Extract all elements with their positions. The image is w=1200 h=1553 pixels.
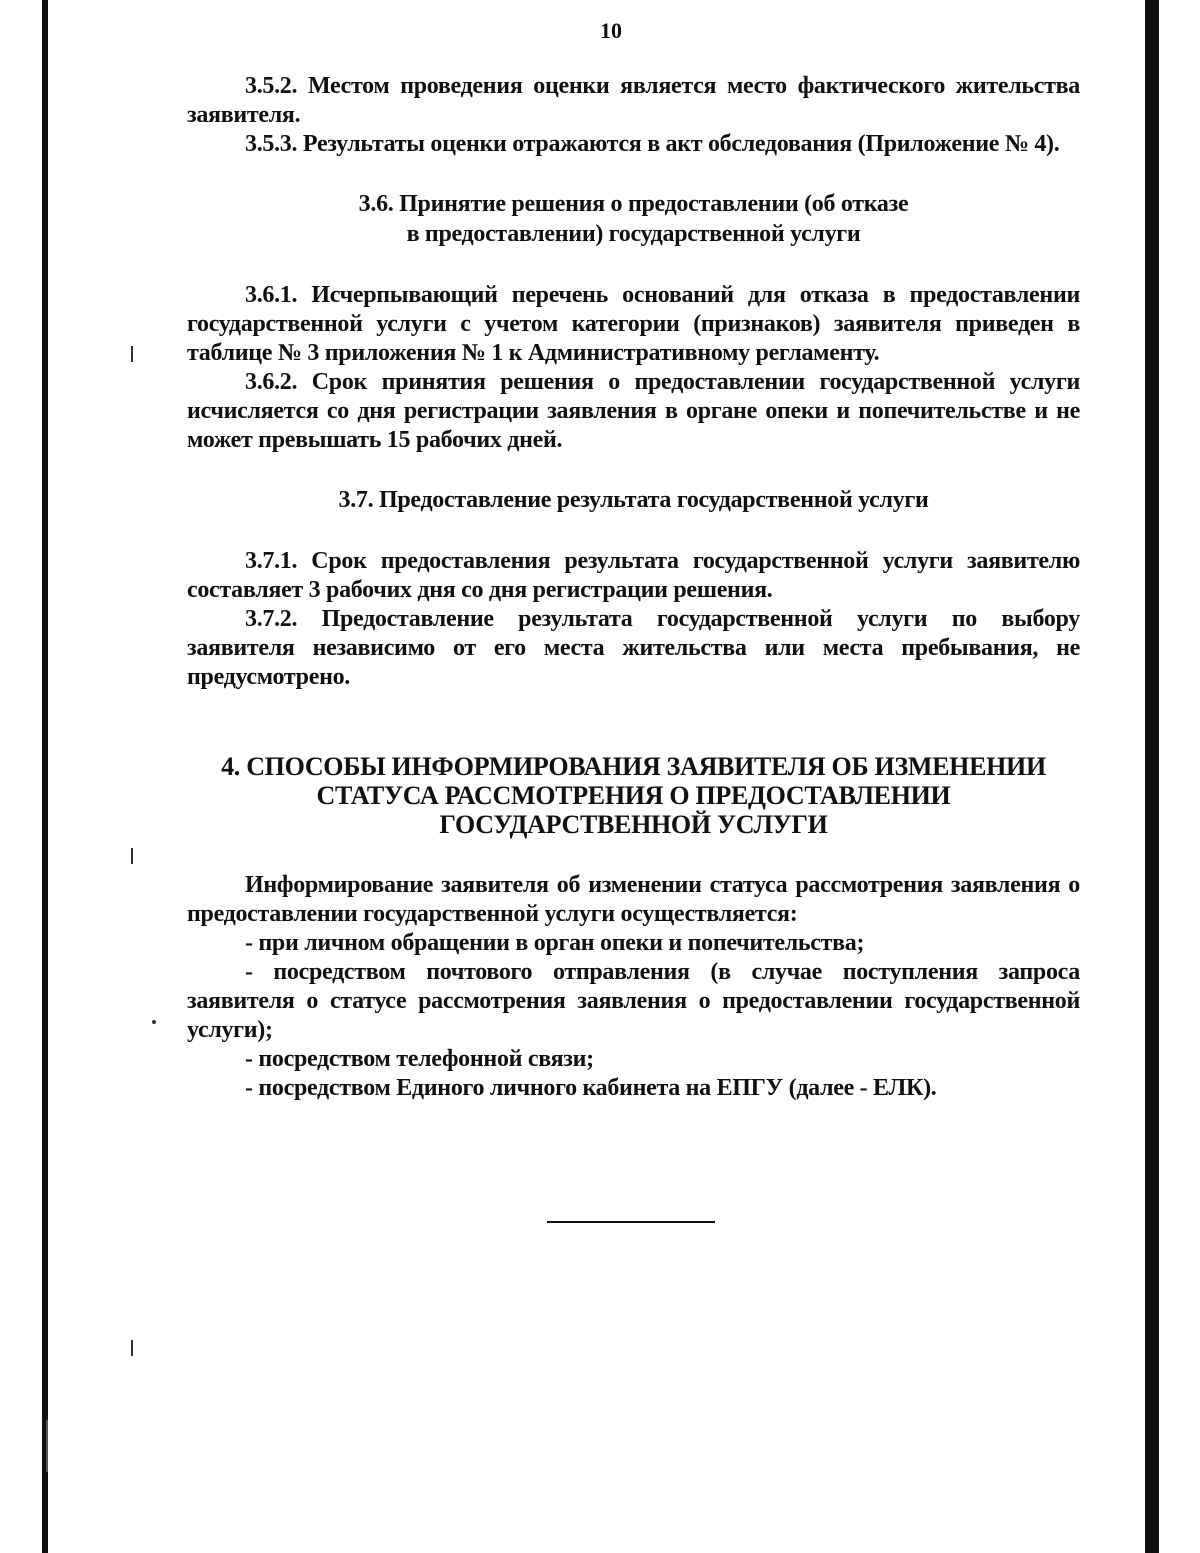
paragraph-3-7-2: 3.7.2. Предоставление результата государственной услуги по выбору заявителя независимо от его места жительства или места пребывания, не предусмотрено. — [187, 606, 1080, 690]
scan-right-border — [1145, 0, 1159, 1553]
section-heading-3-6 — [187, 189, 1080, 249]
margin-dot — [152, 1020, 156, 1024]
margin-mark — [131, 848, 133, 864]
paragraph-3-6-2: 3.6.2. Срок принятия решения о предоставлении государственной услуги исчисляется со дня регистрации заявления в органе опеки и попечительстве и не может превышать 15 рабочих дней. — [187, 369, 1080, 453]
document-body — [187, 72, 1080, 1103]
heading-line: СТАТУСА РАССМОТРЕНИЯ О ПРЕДОСТАВЛЕНИИ — [316, 781, 951, 810]
paragraph-3-7-1: 3.7.1. Срок предоставления результата государственной услуги заявителю составляет 3 рабочих дня со дня регистрации решения. — [187, 548, 1080, 603]
scan-left-border — [42, 0, 48, 1553]
heading-line: 4. СПОСОБЫ ИНФОРМИРОВАНИЯ ЗАЯВИТЕЛЯ ОБ ИЗМЕНЕНИИ — [221, 752, 1046, 781]
heading-line: 3.6. Принятие решения о предоставлении (об отказе — [358, 191, 909, 217]
list-item: - при личном обращении в орган опеки и попечительства; — [245, 930, 865, 956]
heading-line: 3.7. Предоставление результата государственной услуги — [338, 487, 929, 513]
paragraph-4-intro: Информирование заявителя об изменении статуса рассмотрения заявления о предоставлении государственной услуги осуществляется: — [187, 872, 1080, 927]
page-number: 10 — [600, 18, 622, 43]
paragraph-3-5-2: 3.5.2. Местом проведения оценки является место фактического жительства заявителя. — [187, 73, 1080, 128]
paragraph-3-6-1: 3.6.1. Исчерпывающий перечень оснований для отказа в предоставлении государственной услуги с учетом категории (признаков) заявителя приведен в таблице № 3 приложения № 1 к Административному регламенту. — [187, 282, 1080, 366]
list-item: - посредством почтового отправления (в случае поступления запроса заявителя о статусе рассмотрения заявления о предоставлении государственной услуги); — [187, 959, 1080, 1043]
paragraph-3-5-3: 3.5.3. Результаты оценки отражаются в акт обследования (Приложение № 4). — [245, 131, 1060, 157]
heading-line: ГОСУДАРСТВЕННОЙ УСЛУГИ — [439, 810, 828, 839]
section-heading-4 — [187, 752, 1080, 839]
section-heading-3-7 — [187, 485, 1080, 515]
heading-line: в предоставлении) государственной услуги — [406, 221, 861, 247]
margin-mark — [131, 1340, 133, 1356]
scan-left-stub — [46, 1420, 48, 1472]
list-item: - посредством телефонной связи; — [245, 1046, 594, 1072]
list-item: - посредством Единого личного кабинета на ЕПГУ (далее - ЕЛК). — [245, 1075, 937, 1101]
end-separator-line — [547, 1221, 715, 1223]
margin-mark — [131, 346, 133, 362]
